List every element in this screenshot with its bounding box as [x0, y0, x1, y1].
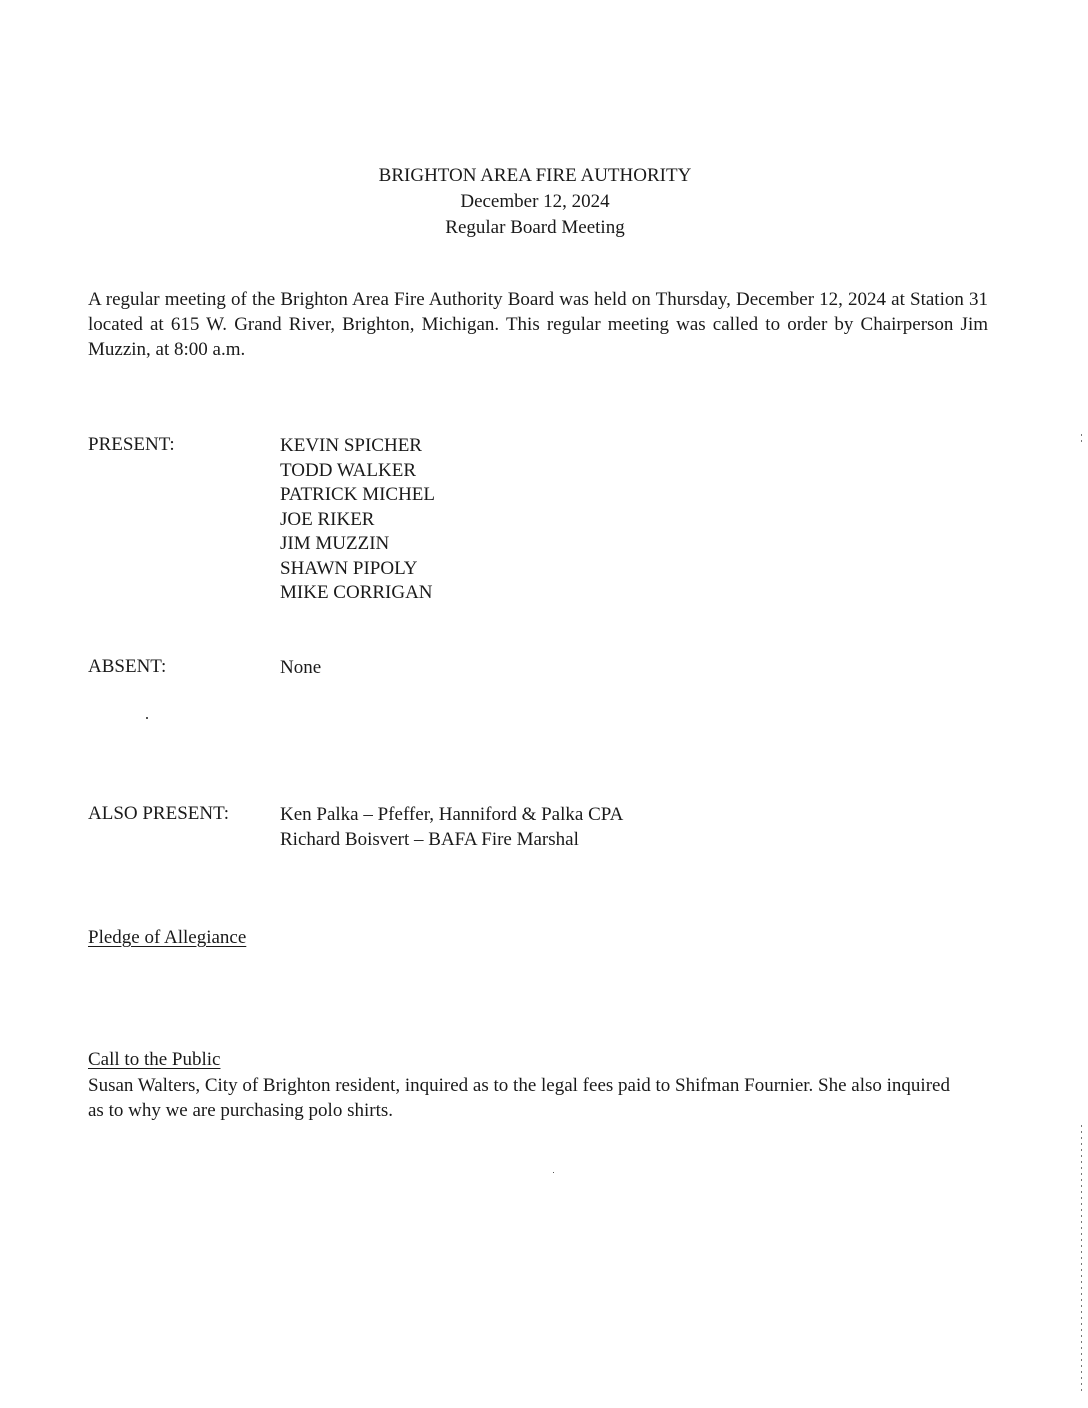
present-member: TODD WALKER: [280, 459, 416, 481]
also-present-member: Richard Boisvert – BAFA Fire Marshal: [280, 828, 579, 850]
scan-edge-mark: [1081, 434, 1082, 446]
call-to-public-text: Susan Walters, City of Brighton resident, inquired as to the legal fees paid to Shifman Fournier. She also inquired as to why we are purchasing polo shirts.: [88, 1075, 950, 1121]
absent-value: None: [280, 657, 322, 678]
meeting-date: December 12, 2024: [460, 191, 610, 212]
also-present-label: ALSO PRESENT:: [88, 803, 230, 824]
present-member: PATRICK MICHEL: [280, 484, 436, 505]
present-member: JIM MUZZIN: [280, 533, 390, 554]
scan-speck: [553, 1172, 554, 1173]
document-header: [0, 163, 1070, 241]
absent-label: ABSENT:: [88, 656, 167, 677]
present-list: [280, 434, 435, 606]
present-member: MIKE CORRIGAN: [280, 582, 433, 603]
present-member: KEVIN SPICHER: [280, 435, 422, 456]
present-member: JOE RIKER: [280, 508, 375, 530]
meeting-type: Regular Board Meeting: [445, 217, 625, 238]
intro-paragraph: A regular meeting of the Brighton Area Fire Authority Board was held on Thursday, December 12, 2024 at Station 31 located at 615 W. Grand River, Brighton, Michigan. This regular meeting was called to order by Chairperson Jim Muzzin, at 8:00 a.m.: [88, 289, 988, 360]
call-to-public-heading: Call to the Public: [88, 1049, 221, 1070]
pledge-heading: Pledge of Allegiance: [88, 927, 247, 948]
organization-name: BRIGHTON AREA FIRE AUTHORITY: [378, 165, 692, 186]
scan-speck: [146, 717, 148, 719]
present-member: SHAWN PIPOLY: [280, 557, 418, 579]
also-present-member: Ken Palka – Pfeffer, Hanniford & Palka CPA: [280, 804, 624, 825]
scan-edge-mark: [1081, 1125, 1082, 1395]
also-present-list: [280, 803, 623, 852]
present-label: PRESENT:: [88, 434, 175, 455]
